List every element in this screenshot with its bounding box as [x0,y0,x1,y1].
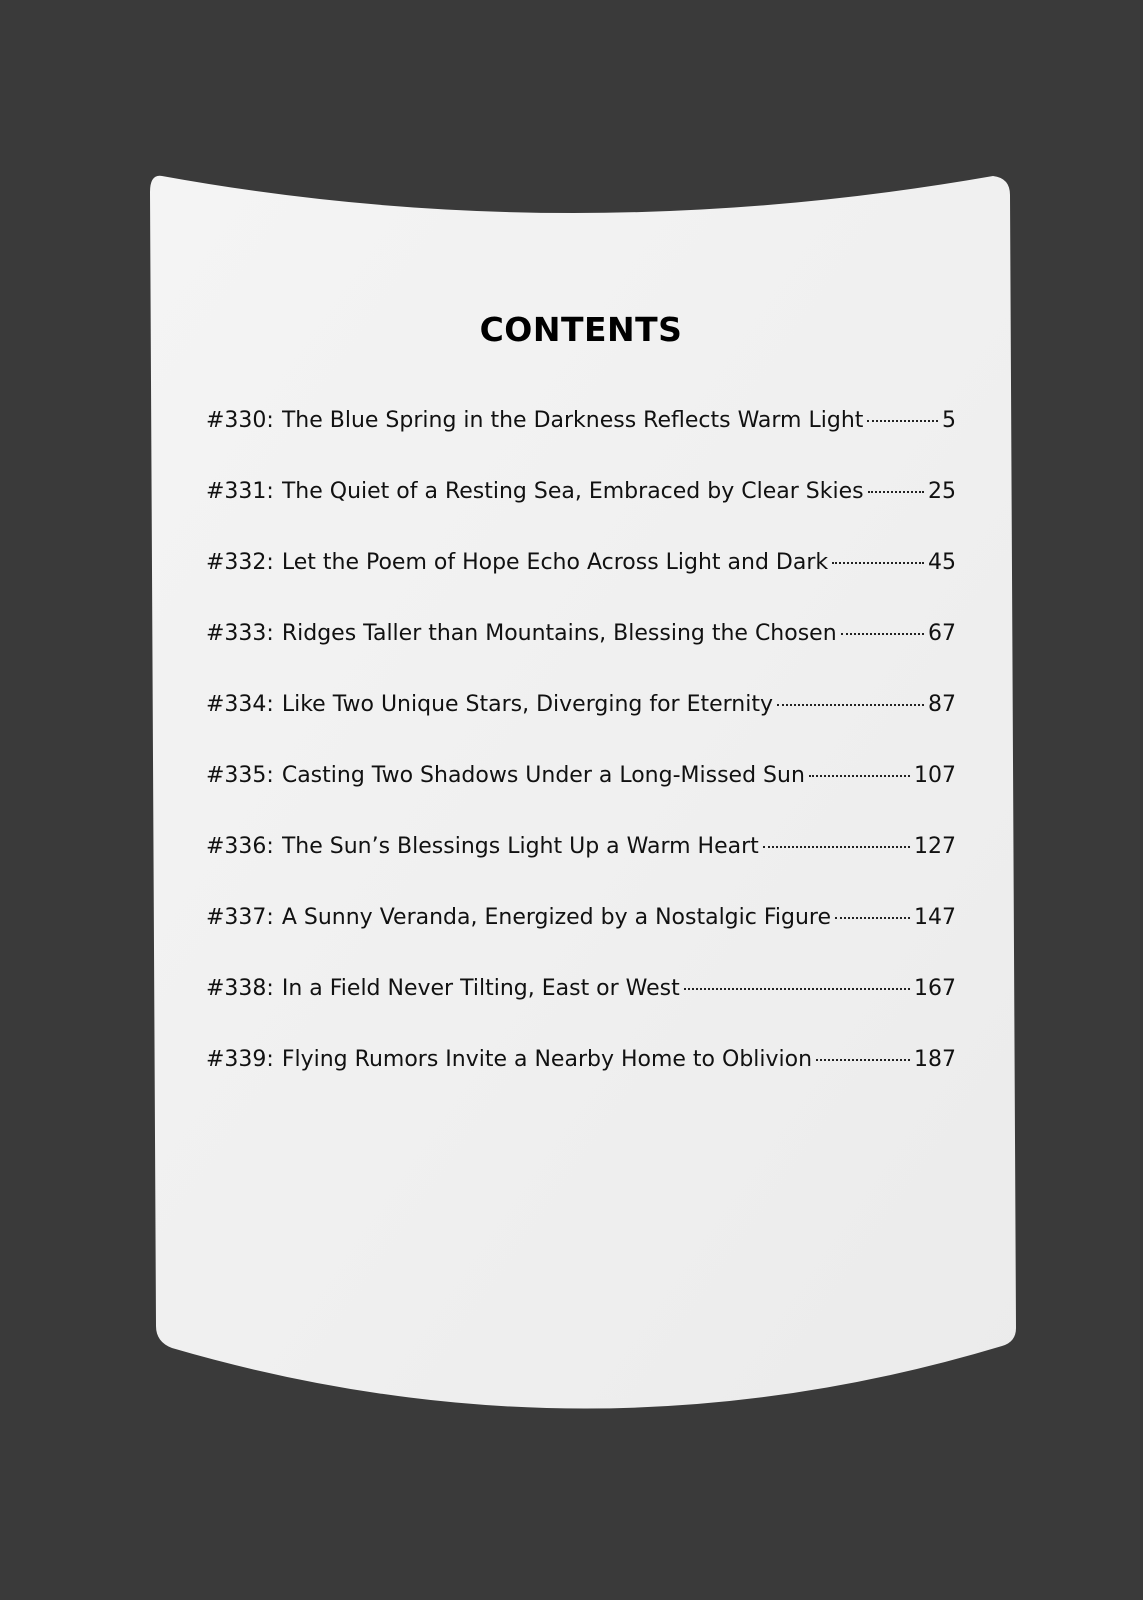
entry-page-number: 147 [914,905,956,930]
entry-title: The Sun’s Blessings Light Up a Warm Heart [281,834,759,859]
entry-page-number: 107 [914,763,956,788]
entry-page-number: 167 [914,976,956,1001]
entry-number: #334: [206,692,274,717]
entry-number: #338: [206,976,274,1001]
dot-leader [809,775,910,777]
entry-title: Let the Poem of Hope Echo Across Light and Dark [281,550,829,575]
entry-title: Like Two Unique Stars, Diverging for Eternity [281,692,774,717]
toc-entry-338[interactable] [206,976,956,1047]
dot-leader [816,1059,910,1061]
entry-page-number: 5 [942,408,956,433]
entry-number: #333: [206,621,274,646]
dot-leader [841,633,924,635]
dot-leader [832,562,924,564]
entry-page-number: 25 [928,479,956,504]
dot-leader [868,491,924,493]
entry-number: #337: [206,905,274,930]
toc-entry-336[interactable] [206,834,956,905]
toc-entry-333[interactable] [206,621,956,692]
entry-page-number: 187 [914,1047,956,1072]
entry-title: Casting Two Shadows Under a Long-Missed Sun [281,763,805,788]
toc-entry-339[interactable] [206,1047,956,1118]
dot-leader [763,846,910,848]
entry-title: Flying Rumors Invite a Nearby Home to Oblivion [281,1047,813,1072]
toc-entry-337[interactable] [206,905,956,976]
entry-number: #332: [206,550,274,575]
entry-title: In a Field Never Tilting, East or West [281,976,680,1001]
entry-page-number: 67 [928,621,956,646]
entry-title: The Blue Spring in the Darkness Reflects Warm Light [281,408,864,433]
entry-title: The Quiet of a Resting Sea, Embraced by Clear Skies [281,479,864,504]
toc-entry-334[interactable] [206,692,956,763]
toc-list [206,408,956,1118]
toc-title: CONTENTS [479,310,683,349]
entry-title: A Sunny Veranda, Energized by a Nostalgic Figure [281,905,832,930]
toc-entry-335[interactable] [206,763,956,834]
entry-page-number: 87 [928,692,956,717]
dot-leader [777,704,924,706]
entry-page-number: 45 [928,550,956,575]
entry-page-number: 127 [914,834,956,859]
entry-title: Ridges Taller than Mountains, Blessing the Chosen [281,621,837,646]
entry-number: #330: [206,408,274,433]
entry-number: #331: [206,479,274,504]
dot-leader [835,917,910,919]
dot-leader [684,988,910,990]
toc-entry-331[interactable] [206,479,956,550]
toc-entry-332[interactable] [206,550,956,621]
entry-number: #339: [206,1047,274,1072]
page-content [206,0,956,1600]
entry-number: #336: [206,834,274,859]
toc-entry-330[interactable] [206,408,956,479]
entry-number: #335: [206,763,274,788]
dot-leader [867,420,938,422]
